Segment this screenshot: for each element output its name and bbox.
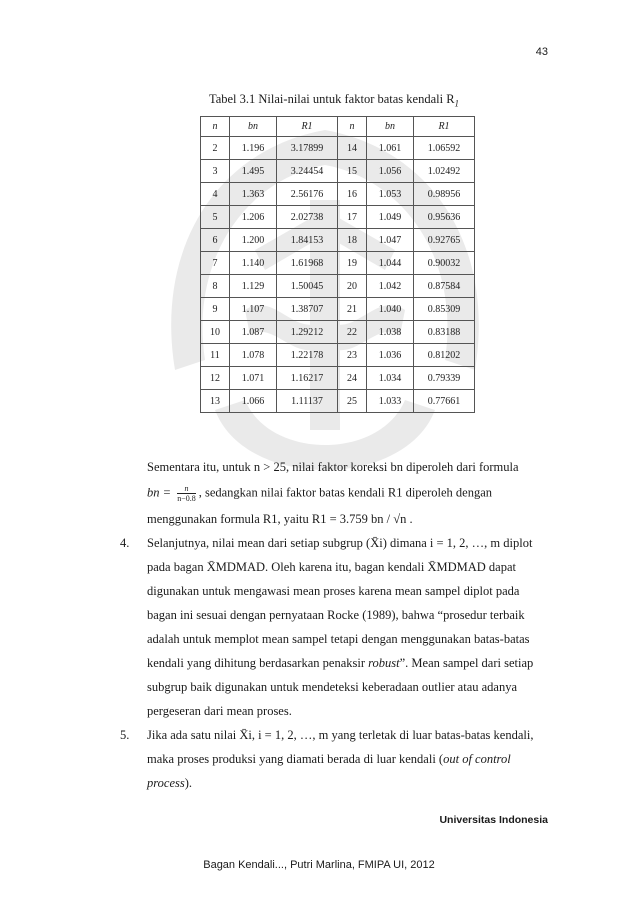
- table-body: [201, 137, 475, 413]
- header-n: n: [201, 117, 230, 137]
- table-cell: 1.84153: [277, 229, 338, 252]
- table-cell: 19: [338, 252, 367, 275]
- text-span: kendali yang dihitung berdasarkan penaksir: [147, 656, 369, 670]
- paragraph-line: menggunakan formula R1, yaitu R1 = 3.759 bn / √n .: [147, 512, 413, 526]
- table-cell: 7: [201, 252, 230, 275]
- table-cell: 9: [201, 298, 230, 321]
- table-cell: 0.81202: [414, 344, 475, 367]
- table-cell: 24: [338, 367, 367, 390]
- table-cell: 12: [201, 367, 230, 390]
- table-cell: 21: [338, 298, 367, 321]
- table-caption: [0, 92, 638, 109]
- table-cell: 1.16217: [277, 367, 338, 390]
- paragraph-line: pada bagan X̄MDMAD. Oleh karena itu, bagan kendali X̄MDMAD dapat: [147, 560, 517, 574]
- table-cell: 2: [201, 137, 230, 160]
- table-cell: 1.38707: [277, 298, 338, 321]
- table-cell: 1.040: [367, 298, 414, 321]
- table-cell: 1.034: [367, 367, 414, 390]
- table-cell: 1.053: [367, 183, 414, 206]
- table-row: [201, 252, 475, 275]
- table-cell: 25: [338, 390, 367, 413]
- page-footer: Bagan Kendali..., Putri Marlina, FMIPA UI, 2012: [203, 859, 435, 871]
- text-italic: process: [147, 776, 185, 790]
- table-cell: 1.061: [367, 137, 414, 160]
- table-cell: 1.02492: [414, 160, 475, 183]
- table-cell: 8: [201, 275, 230, 298]
- table-cell: 17: [338, 206, 367, 229]
- table-row: [201, 390, 475, 413]
- table-cell: 1.038: [367, 321, 414, 344]
- table-cell: 15: [338, 160, 367, 183]
- table-row: [201, 206, 475, 229]
- paragraph-line: Jika ada satu nilai X̄i, i = 1, 2, …, m yang terletak di luar batas-batas kendali,: [147, 728, 534, 742]
- table-cell: 0.79339: [414, 367, 475, 390]
- table-cell: 10: [201, 321, 230, 344]
- table-cell: 1.140: [230, 252, 277, 275]
- table-cell: 23: [338, 344, 367, 367]
- header-n: n: [338, 117, 367, 137]
- formula-bn: bn =: [147, 485, 172, 500]
- table-cell: 0.87584: [414, 275, 475, 298]
- text-italic: out of control: [443, 752, 511, 766]
- formula-fraction: [177, 484, 196, 503]
- header-r1: R1: [414, 117, 475, 137]
- paragraph-line: Sementara itu, untuk n > 25, nilai faktor koreksi bn diperoleh dari formula: [147, 460, 519, 474]
- table-cell: 4: [201, 183, 230, 206]
- table-caption-subscript: 1: [454, 98, 460, 109]
- table-cell: 0.77661: [414, 390, 475, 413]
- table-row: [201, 298, 475, 321]
- table-cell: 1.200: [230, 229, 277, 252]
- fraction-denominator: n−0.8: [177, 494, 196, 503]
- table-cell: 0.85309: [414, 298, 475, 321]
- table-cell: 0.95636: [414, 206, 475, 229]
- table-row: [201, 137, 475, 160]
- table-cell: 1.049: [367, 206, 414, 229]
- paragraph-line: digunakan untuk mengawasi mean proses karena mean sampel diplot pada: [147, 584, 520, 598]
- table-cell: 1.22178: [277, 344, 338, 367]
- table-cell: 5: [201, 206, 230, 229]
- fraction-numerator: n: [177, 484, 196, 494]
- r1-factor-table: [200, 116, 475, 413]
- table-cell: 0.83188: [414, 321, 475, 344]
- table-cell: 1.056: [367, 160, 414, 183]
- header-bn: bn: [367, 117, 414, 137]
- table-cell: 11: [201, 344, 230, 367]
- paragraph-line: [147, 752, 511, 767]
- table-cell: 1.047: [367, 229, 414, 252]
- table-cell: 14: [338, 137, 367, 160]
- paragraph-line: subgrup baik digunakan untuk mendeteksi keberadaan outlier atau adanya: [147, 680, 518, 694]
- paragraph-line: [147, 484, 492, 503]
- header-bn: bn: [230, 117, 277, 137]
- table-cell: 1.044: [367, 252, 414, 275]
- table-row: [201, 229, 475, 252]
- table-cell: 1.50045: [277, 275, 338, 298]
- paragraph-line: adalah untuk memplot mean sampel tetapi dengan menggunakan batas-batas: [147, 632, 530, 646]
- table-cell: 1.071: [230, 367, 277, 390]
- table-cell: 1.129: [230, 275, 277, 298]
- table-cell: 2.02738: [277, 206, 338, 229]
- table-cell: 1.206: [230, 206, 277, 229]
- text-span: ).: [184, 776, 193, 790]
- table-row: [201, 321, 475, 344]
- list-number: 5.: [120, 728, 130, 742]
- table-row: [201, 275, 475, 298]
- table-cell: 1.033: [367, 390, 414, 413]
- table-cell: 13: [201, 390, 230, 413]
- table-cell: 3.17899: [277, 137, 338, 160]
- text-span: maka proses produksi yang diamati berada di luar kendali (: [147, 752, 444, 766]
- table-cell: 0.98956: [414, 183, 475, 206]
- table-cell: 1.107: [230, 298, 277, 321]
- table-cell: 1.066: [230, 390, 277, 413]
- table-row: [201, 367, 475, 390]
- page-number: 43: [535, 46, 548, 58]
- table-cell: 1.036: [367, 344, 414, 367]
- paragraph-line: [147, 776, 192, 791]
- table-cell: 3.24454: [277, 160, 338, 183]
- text-italic: robust: [368, 656, 400, 670]
- table-cell: 1.06592: [414, 137, 475, 160]
- table-cell: 6: [201, 229, 230, 252]
- table-cell: 1.196: [230, 137, 277, 160]
- table-cell: 1.042: [367, 275, 414, 298]
- header-r1: R1: [277, 117, 338, 137]
- table-cell: 1.61968: [277, 252, 338, 275]
- table-caption-text: Tabel 3.1 Nilai-nilai untuk faktor batas kendali R: [208, 92, 455, 106]
- table-cell: 1.078: [230, 344, 277, 367]
- table-cell: 1.11137: [277, 390, 338, 413]
- formula-rest: , sedangkan nilai faktor batas kendali R1 diperoleh dengan: [198, 485, 493, 500]
- table-cell: 18: [338, 229, 367, 252]
- table-cell: 1.363: [230, 183, 277, 206]
- table-cell: 20: [338, 275, 367, 298]
- table-cell: 0.92765: [414, 229, 475, 252]
- table-cell: 1.087: [230, 321, 277, 344]
- paragraph-line: [147, 656, 533, 671]
- table-row: [201, 344, 475, 367]
- table-row: [201, 160, 475, 183]
- table-cell: 2.56176: [277, 183, 338, 206]
- table-cell: 3: [201, 160, 230, 183]
- table-cell: 1.495: [230, 160, 277, 183]
- table-row: [201, 183, 475, 206]
- table-header-row: [201, 117, 475, 137]
- paragraph-line: pergeseran dari mean proses.: [147, 704, 292, 718]
- table-cell: 1.29212: [277, 321, 338, 344]
- paragraph-line: bagan ini sesuai dengan pernyataan Rocke (1989), bahwa “prosedur terbaik: [147, 608, 525, 622]
- table-cell: 0.90032: [414, 252, 475, 275]
- list-number: 4.: [120, 536, 130, 550]
- text-span: ”. Mean sampel dari setiap: [399, 656, 534, 670]
- table-cell: 22: [338, 321, 367, 344]
- table-cell: 16: [338, 183, 367, 206]
- paragraph-line: Selanjutnya, nilai mean dari setiap subgrup (X̄i) dimana i = 1, 2, …, m diplot: [147, 536, 533, 550]
